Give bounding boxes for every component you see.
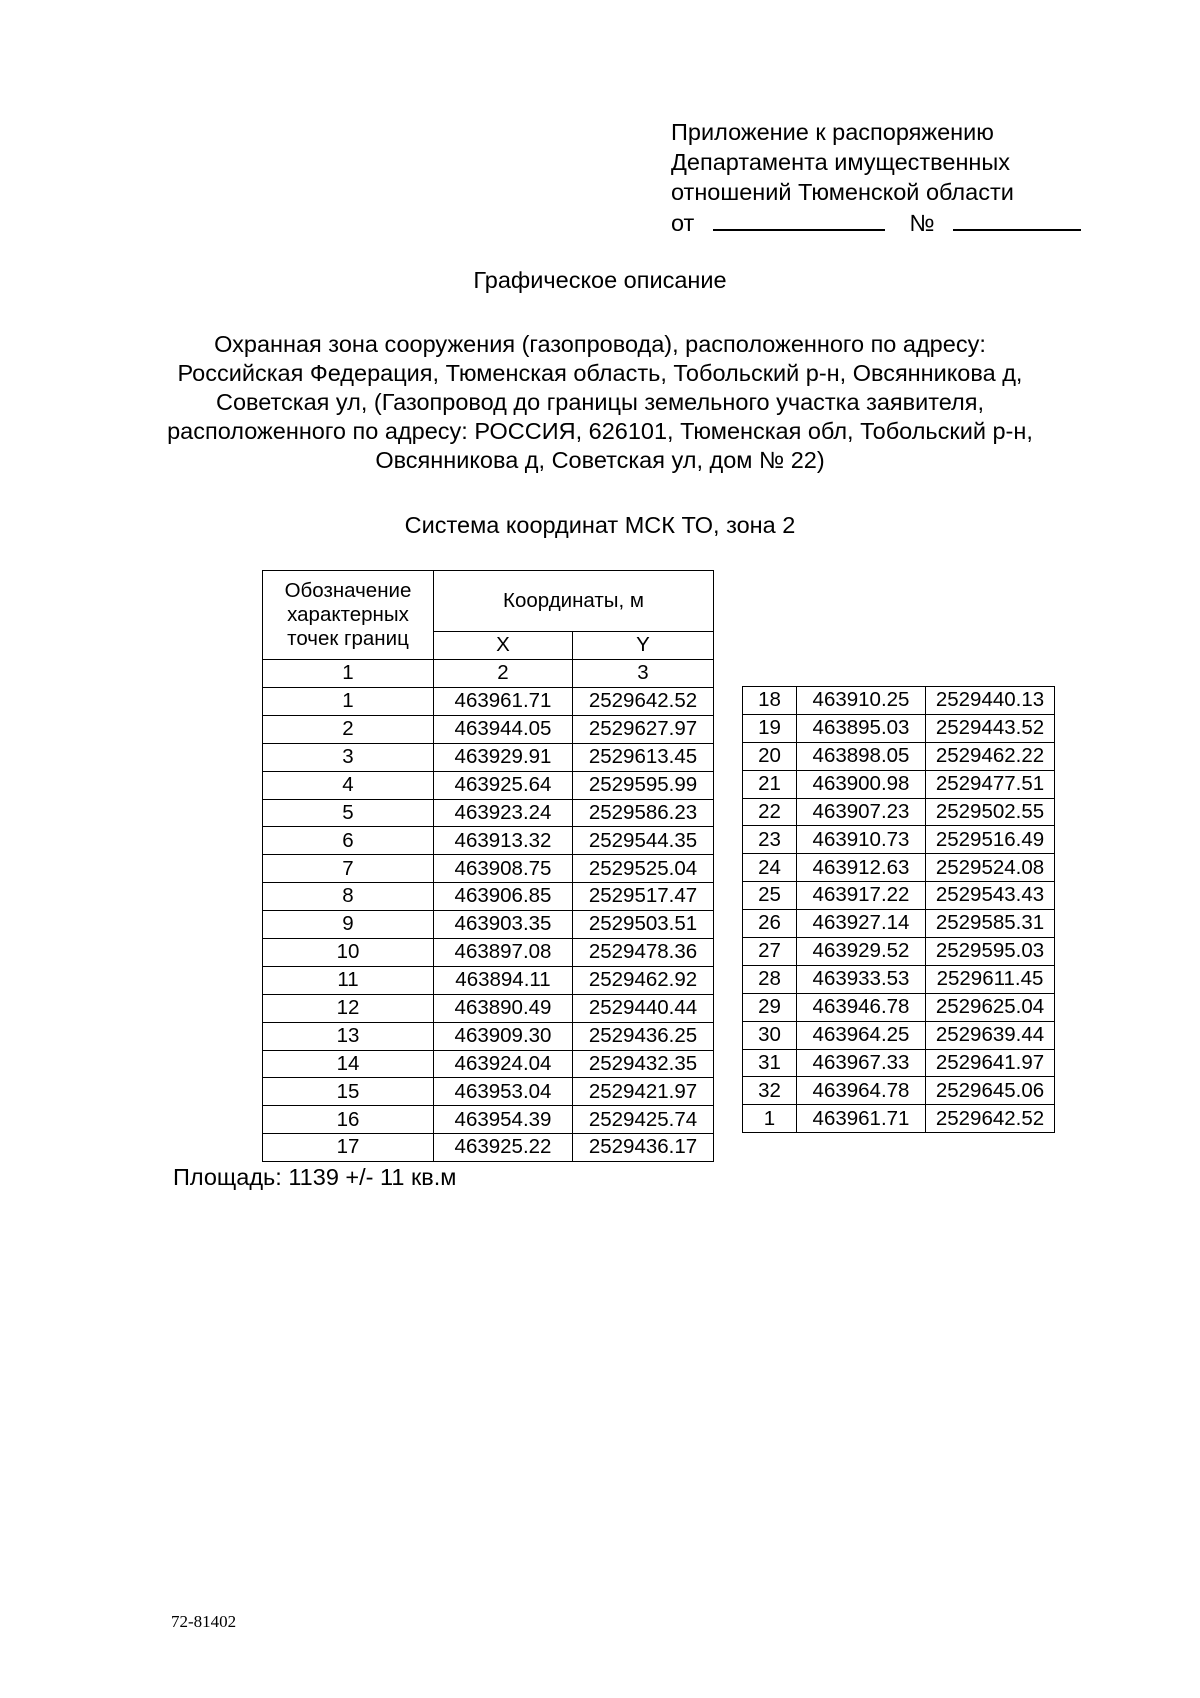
point-number: 15 (263, 1078, 434, 1106)
table-row (743, 1049, 1055, 1077)
y-coord: 2529440.13 (926, 687, 1055, 715)
x-coord: 463967.33 (797, 1049, 926, 1077)
table-row (743, 854, 1055, 882)
table-row (263, 883, 714, 911)
table-row (743, 965, 1055, 993)
point-number: 25 (743, 882, 797, 910)
x-coord: 463933.53 (797, 965, 926, 993)
point-number: 2 (263, 715, 434, 743)
document-number: 72-81402 (171, 1612, 237, 1631)
table-row (263, 743, 714, 771)
table-row (263, 688, 714, 716)
from-label: от (671, 210, 695, 236)
col-num: 3 (573, 660, 714, 688)
point-number: 4 (263, 771, 434, 799)
point-number: 18 (743, 687, 797, 715)
x-coord: 463953.04 (434, 1078, 573, 1106)
x-coord: 463895.03 (797, 714, 926, 742)
x-coord: 463925.22 (434, 1134, 573, 1162)
y-coord: 2529595.99 (573, 771, 714, 799)
x-coord: 463903.35 (434, 911, 573, 939)
table-row (263, 939, 714, 967)
y-coord: 2529425.74 (573, 1106, 714, 1134)
appendix-date-number-line (671, 207, 1081, 238)
x-coord: 463961.71 (434, 688, 573, 716)
y-coord: 2529641.97 (926, 1049, 1055, 1077)
x-coord: 463890.49 (434, 994, 573, 1022)
point-number: 32 (743, 1077, 797, 1105)
x-coord: 463912.63 (797, 854, 926, 882)
area-label: Площадь: 1139 +/- 11 кв.м (173, 1164, 457, 1190)
y-coord: 2529525.04 (573, 855, 714, 883)
description-line: Охранная зона сооружения (газопровода), расположенного по адресу: (214, 331, 986, 357)
point-number: 1 (743, 1105, 797, 1133)
table-row (743, 798, 1055, 826)
appendix-line-3: отношений Тюменской области (671, 179, 1014, 205)
point-number: 12 (263, 994, 434, 1022)
y-coord: 2529639.44 (926, 1021, 1055, 1049)
date-blank (713, 207, 885, 231)
y-coord: 2529503.51 (573, 911, 714, 939)
table-row (743, 910, 1055, 938)
x-coord: 463917.22 (797, 882, 926, 910)
header-y: Y (573, 632, 714, 660)
description-line: Российская Федерация, Тюменская область, Тобольский р-н, Овсянникова д, (177, 360, 1023, 386)
point-number: 14 (263, 1050, 434, 1078)
y-coord: 2529436.17 (573, 1134, 714, 1162)
table-row (743, 770, 1055, 798)
y-coord: 2529478.36 (573, 939, 714, 967)
x-coord: 463925.64 (434, 771, 573, 799)
header-coords: Координаты, м (434, 571, 714, 632)
point-number: 7 (263, 855, 434, 883)
point-number: 22 (743, 798, 797, 826)
x-coord: 463929.52 (797, 938, 926, 966)
x-coord: 463929.91 (434, 743, 573, 771)
x-coord: 463944.05 (434, 715, 573, 743)
y-coord: 2529524.08 (926, 854, 1055, 882)
point-number: 16 (263, 1106, 434, 1134)
y-coord: 2529586.23 (573, 799, 714, 827)
x-coord: 463894.11 (434, 966, 573, 994)
point-number: 8 (263, 883, 434, 911)
y-coord: 2529432.35 (573, 1050, 714, 1078)
point-number: 20 (743, 742, 797, 770)
y-coord: 2529595.03 (926, 938, 1055, 966)
table-row (263, 1078, 714, 1106)
y-coord: 2529613.45 (573, 743, 714, 771)
table-row (743, 1021, 1055, 1049)
x-coord: 463924.04 (434, 1050, 573, 1078)
description-line: расположенного по адресу: РОССИЯ, 626101, Тюменская обл, Тобольский р-н, (167, 418, 1033, 444)
y-coord: 2529462.22 (926, 742, 1055, 770)
point-number: 9 (263, 911, 434, 939)
table-row (743, 687, 1055, 715)
x-coord: 463908.75 (434, 855, 573, 883)
appendix-line-1: Приложение к распоряжению (671, 119, 994, 145)
x-coord: 463909.30 (434, 1022, 573, 1050)
x-coord: 463927.14 (797, 910, 926, 938)
point-number: 23 (743, 826, 797, 854)
description-line: Овсянникова д, Советская ул, дом № 22) (375, 447, 825, 473)
point-number: 21 (743, 770, 797, 798)
table-row (263, 1050, 714, 1078)
description (0, 330, 1200, 475)
y-coord: 2529642.52 (573, 688, 714, 716)
point-number: 10 (263, 939, 434, 967)
y-coord: 2529436.25 (573, 1022, 714, 1050)
point-number: 6 (263, 827, 434, 855)
table-row (263, 771, 714, 799)
y-coord: 2529440.44 (573, 994, 714, 1022)
y-coord: 2529443.52 (926, 714, 1055, 742)
table-row (263, 715, 714, 743)
y-coord: 2529642.52 (926, 1105, 1055, 1133)
y-coord: 2529611.45 (926, 965, 1055, 993)
y-coord: 2529543.43 (926, 882, 1055, 910)
x-coord: 463897.08 (434, 939, 573, 967)
table-row (743, 938, 1055, 966)
x-coord: 463961.71 (797, 1105, 926, 1133)
number-label: № (909, 210, 935, 236)
coordinate-system: Система координат МСК ТО, зона 2 (404, 512, 796, 538)
table-row (263, 966, 714, 994)
y-coord: 2529421.97 (573, 1078, 714, 1106)
table-row (743, 742, 1055, 770)
x-coord: 463900.98 (797, 770, 926, 798)
y-coord: 2529477.51 (926, 770, 1055, 798)
x-coord: 463898.05 (797, 742, 926, 770)
table-row (263, 1134, 714, 1162)
col-num: 2 (434, 660, 573, 688)
table-row (263, 855, 714, 883)
header-x: X (434, 632, 573, 660)
table-row (743, 826, 1055, 854)
table-row (743, 1105, 1055, 1133)
x-coord: 463923.24 (434, 799, 573, 827)
point-number: 26 (743, 910, 797, 938)
point-number: 13 (263, 1022, 434, 1050)
table-row (743, 993, 1055, 1021)
point-number: 1 (263, 688, 434, 716)
point-number: 30 (743, 1021, 797, 1049)
table-row (263, 827, 714, 855)
x-coord: 463964.25 (797, 1021, 926, 1049)
y-coord: 2529625.04 (926, 993, 1055, 1021)
y-coord: 2529517.47 (573, 883, 714, 911)
point-number: 19 (743, 714, 797, 742)
col-num: 1 (263, 660, 434, 688)
y-coord: 2529462.92 (573, 966, 714, 994)
table-row (263, 799, 714, 827)
table-row (263, 1106, 714, 1134)
table-row (263, 911, 714, 939)
x-coord: 463906.85 (434, 883, 573, 911)
y-coord: 2529627.97 (573, 715, 714, 743)
point-number: 5 (263, 799, 434, 827)
table-row (743, 714, 1055, 742)
header-points: Обозначение характерных точек границ (263, 571, 434, 660)
y-coord: 2529585.31 (926, 910, 1055, 938)
point-number: 27 (743, 938, 797, 966)
table-row (263, 1022, 714, 1050)
coordinates-table-right (742, 686, 1055, 1133)
x-coord: 463913.32 (434, 827, 573, 855)
point-number: 24 (743, 854, 797, 882)
description-line: Советская ул, (Газопровод до границы земельного участка заявителя, (215, 389, 985, 415)
point-number: 3 (263, 743, 434, 771)
table-row (743, 882, 1055, 910)
y-coord: 2529645.06 (926, 1077, 1055, 1105)
y-coord: 2529544.35 (573, 827, 714, 855)
coordinates-table-left (262, 570, 714, 1162)
point-number: 31 (743, 1049, 797, 1077)
point-number: 17 (263, 1134, 434, 1162)
table-row (743, 1077, 1055, 1105)
y-coord: 2529502.55 (926, 798, 1055, 826)
point-number: 11 (263, 966, 434, 994)
point-number: 29 (743, 993, 797, 1021)
number-blank (953, 207, 1081, 231)
x-coord: 463954.39 (434, 1106, 573, 1134)
appendix-block (671, 117, 1081, 238)
x-coord: 463964.78 (797, 1077, 926, 1105)
table-row (263, 994, 714, 1022)
x-coord: 463910.25 (797, 687, 926, 715)
appendix-line-2: Департамента имущественных (671, 149, 1011, 175)
x-coord: 463910.73 (797, 826, 926, 854)
x-coord: 463907.23 (797, 798, 926, 826)
y-coord: 2529516.49 (926, 826, 1055, 854)
point-number: 28 (743, 965, 797, 993)
x-coord: 463946.78 (797, 993, 926, 1021)
graphic-title: Графическое описание (473, 267, 727, 293)
